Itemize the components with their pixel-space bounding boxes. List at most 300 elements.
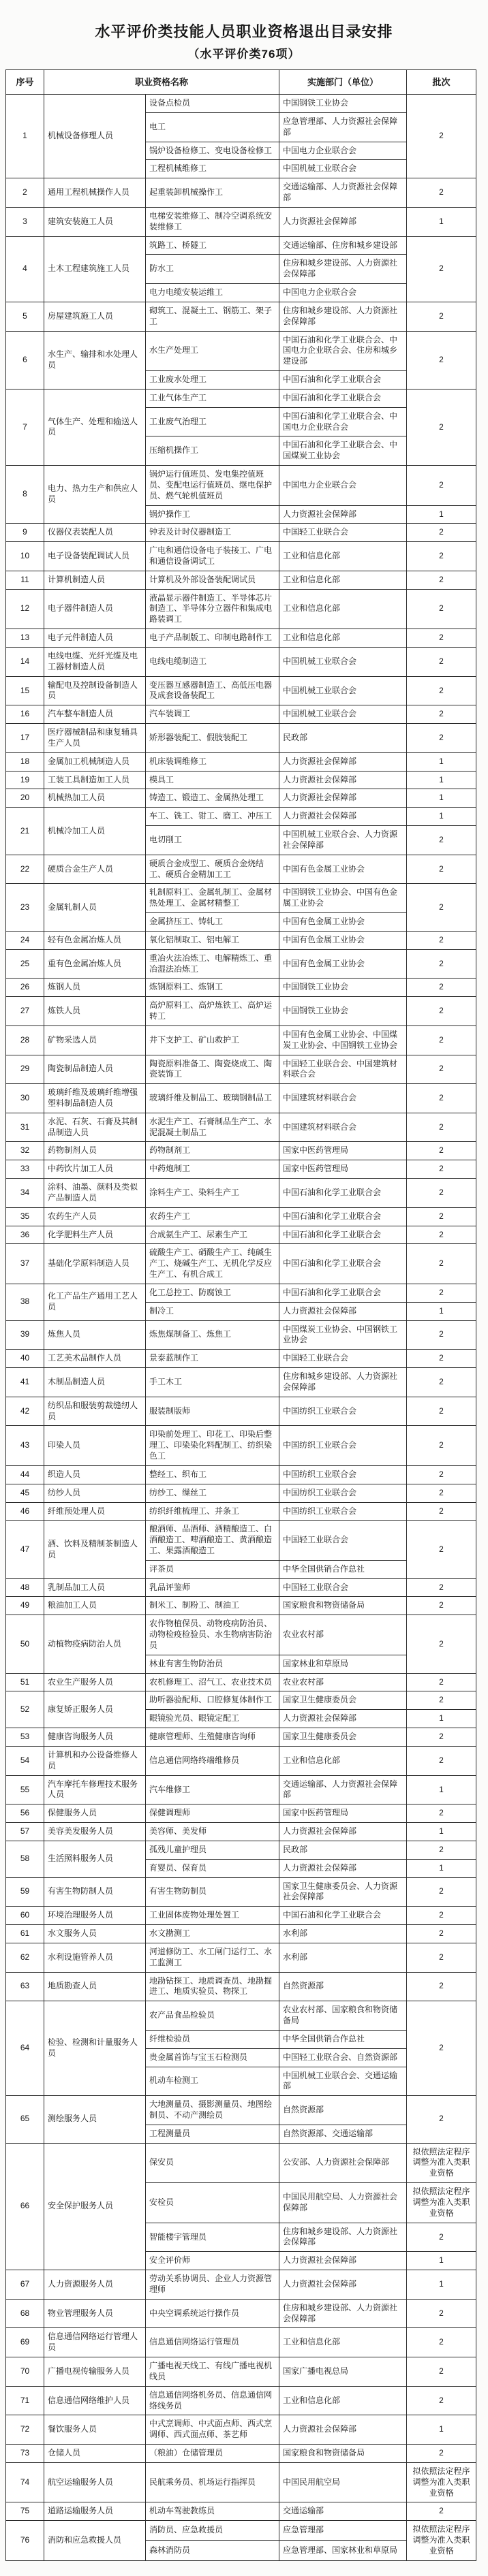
table-row <box>6 1426 476 1465</box>
category-cell: 建筑安装施工人员 <box>44 207 146 236</box>
qualification-name-cell: 计算机及外部设备装配调试员 <box>146 571 279 589</box>
qualification-name-cell: 铸造工、锻造工、金属热处理工 <box>146 789 279 808</box>
table-row <box>6 302 476 331</box>
table-row <box>6 2502 476 2521</box>
department-cell: 中国石油和化学工业联合会 <box>279 1284 407 1302</box>
row-number-cell: 42 <box>6 1397 44 1426</box>
qualification-name-cell: 森林消防员 <box>146 2541 279 2560</box>
qualification-name-cell: 农药生产工 <box>146 1207 279 1226</box>
table-row <box>6 571 476 589</box>
row-number-cell: 48 <box>6 1578 44 1597</box>
row-number-cell: 13 <box>6 629 44 648</box>
qualification-name-cell: 地勘钻探工、地质调查员、地勘掘进工、地质实验员、物探工 <box>146 1972 279 2001</box>
category-cell: 土木工程建筑施工人员 <box>44 236 146 302</box>
table-row <box>6 1775 476 1804</box>
qualification-name-cell: 机床装调维修工 <box>146 752 279 771</box>
table-row <box>6 931 476 949</box>
qualification-name-cell: 孤残儿童护理员 <box>146 1841 279 1859</box>
qualification-name-cell: 有害生物防制员 <box>146 1877 279 1907</box>
department-cell: 水利部 <box>279 1943 407 1972</box>
table-row <box>6 2445 476 2463</box>
department-cell: 交通运输部、人力资源社会保障部 <box>279 1775 407 1804</box>
category-cell: 计算机和办公设备维修人员 <box>44 1746 146 1775</box>
qualification-name-cell: 安检员 <box>146 2183 279 2223</box>
category-cell: 房屋建筑施工人员 <box>44 302 146 331</box>
qualification-name-cell: 中药炮制工 <box>146 1160 279 1179</box>
qualification-name-cell: 评茶员 <box>146 1560 279 1578</box>
qualification-name-cell: 炼焦煤制备工、炼焦工 <box>146 1320 279 1350</box>
table-row <box>6 1841 476 1859</box>
batch-cell: 1 <box>407 752 476 771</box>
qualification-name-cell: 电切削工 <box>146 826 279 855</box>
row-number-cell: 40 <box>6 1350 44 1368</box>
department-cell: 农业农村部、国家粮食和物资储备局 <box>279 2001 407 2031</box>
category-cell: 康复矫正服务人员 <box>44 1691 146 1728</box>
table-row <box>6 1578 476 1597</box>
row-number-cell: 3 <box>6 207 44 236</box>
row-number-cell: 36 <box>6 1226 44 1244</box>
table-row <box>6 2415 476 2445</box>
table-row <box>6 466 476 505</box>
header-seq: 序号 <box>6 70 44 95</box>
department-cell: 中国电力企业联合会 <box>279 466 407 505</box>
qualification-name-cell: 锅炉设备检修工、变电设备检修工 <box>146 142 279 160</box>
department-cell: 人力资源社会保障部 <box>279 1302 407 1320</box>
table-row <box>6 178 476 208</box>
category-cell: 炼钢人员 <box>44 979 146 997</box>
department-cell: 应急管理部、国家林业和草原局 <box>279 2541 407 2560</box>
category-cell: 纺纱人员 <box>44 1484 146 1502</box>
qualification-name-cell: 信息通信网络运行管理员 <box>146 2328 279 2357</box>
table-row <box>6 949 476 979</box>
table-row <box>6 789 476 808</box>
table-row <box>6 2270 476 2300</box>
department-cell: 水利部 <box>279 1925 407 1943</box>
category-cell: 水泥、石灰、石膏及其制品制造人员 <box>44 1113 146 1142</box>
category-cell: 纺织品和服装剪裁缝纫人员 <box>44 1397 146 1426</box>
department-cell: 应急管理部、人力资源社会保障部 <box>279 112 407 142</box>
row-number-cell: 33 <box>6 1160 44 1179</box>
category-cell: 农药生产人员 <box>44 1207 146 1226</box>
row-number-cell: 75 <box>6 2502 44 2521</box>
department-cell: 国家中医药管理局 <box>279 1804 407 1823</box>
batch-cell: 2 <box>407 1084 476 1113</box>
batch-cell: 2 <box>407 1521 476 1578</box>
table-row <box>6 771 476 789</box>
qualification-name-cell: 电工 <box>146 112 279 142</box>
category-cell: 信息通信网络运行管理人员 <box>44 2328 146 2357</box>
batch-cell: 2 <box>407 855 476 884</box>
batch-cell: 2 <box>407 2502 476 2521</box>
batch-cell: 2 <box>407 1160 476 1179</box>
table-row <box>6 1465 476 1484</box>
qualification-name-cell: 轧制原料工、金属轧制工、金属材热处理工、金属材精整工 <box>146 884 279 913</box>
category-cell: 机械冷加工人员 <box>44 808 146 855</box>
category-cell: 信息通信网络维护人员 <box>44 2386 146 2415</box>
department-cell: 中国钢铁工业协会 <box>279 997 407 1026</box>
qualification-name-cell: 智能楼宇管理员 <box>146 2223 279 2252</box>
row-number-cell: 64 <box>6 2001 44 2096</box>
row-number-cell: 38 <box>6 1284 44 1320</box>
qualification-name-cell: 水文勘测工 <box>146 1925 279 1943</box>
category-cell: 航空运输服务人员 <box>44 2462 146 2502</box>
department-cell: 住房和城乡建设部、人力资源社会保障部 <box>279 302 407 331</box>
department-cell: 工业和信息化部 <box>279 629 407 648</box>
qualification-name-cell: 工业废气治理工 <box>146 407 279 436</box>
batch-cell: 1 <box>407 207 476 236</box>
row-number-cell: 26 <box>6 979 44 997</box>
qualification-name-cell: 农产品食品检验员 <box>146 2001 279 2031</box>
batch-cell: 1 <box>407 1302 476 1320</box>
row-number-cell: 31 <box>6 1113 44 1142</box>
table-row <box>6 2386 476 2415</box>
row-number-cell: 54 <box>6 1746 44 1775</box>
department-cell: 中国纺织工业联合会 <box>279 1426 407 1465</box>
department-cell: 中国纺织工业联合会 <box>279 1397 407 1426</box>
category-cell: 人力资源服务人员 <box>44 2270 146 2300</box>
department-cell: 中国电力企业联合会 <box>279 284 407 302</box>
page-title: 水平评价类技能人员职业资格退出目录安排 <box>95 23 393 40</box>
category-cell: 仓储人员 <box>44 2445 146 2463</box>
table-row <box>6 1350 476 1368</box>
row-number-cell: 74 <box>6 2462 44 2502</box>
batch-cell: 2 <box>407 1142 476 1160</box>
row-number-cell: 49 <box>6 1597 44 1615</box>
table-row <box>6 236 476 255</box>
row-number-cell: 37 <box>6 1244 44 1284</box>
category-cell: 美容美发服务人员 <box>44 1823 146 1841</box>
row-number-cell: 59 <box>6 1877 44 1907</box>
department-cell: 中国石油和化学工业联合会、中国电力企业联合会 <box>279 407 407 436</box>
batch-cell: 2 <box>407 1615 476 1673</box>
qualification-name-cell: 玻璃纤维及制品工、玻璃钢制品工 <box>146 1084 279 1113</box>
table-row <box>6 676 476 705</box>
batch-cell: 2 <box>407 931 476 949</box>
batch-cell: 拟依照法定程序调整为准入类职业资格 <box>407 2183 476 2223</box>
row-number-cell: 61 <box>6 1925 44 1943</box>
qualification-name-cell: 保健调理师 <box>146 1804 279 1823</box>
qualification-name-cell: 工程机械维修工 <box>146 160 279 178</box>
department-cell: 国家广播电视总局 <box>279 2357 407 2387</box>
category-cell: 水生产、输排和水处理人员 <box>44 331 146 389</box>
row-number-cell: 39 <box>6 1320 44 1350</box>
department-cell: 国家林业和草原局 <box>279 1655 407 1673</box>
qualification-name-cell: 乳品评鉴师 <box>146 1578 279 1597</box>
qualification-name-cell: 大地测量员、摄影测量员、地图绘制员、不动产测绘员 <box>146 2096 279 2125</box>
batch-cell: 2 <box>407 1397 476 1426</box>
row-number-cell: 71 <box>6 2386 44 2415</box>
table-row <box>6 542 476 571</box>
category-cell: 炼铁人员 <box>44 997 146 1026</box>
table-row <box>6 724 476 753</box>
qualification-name-cell: 设备点检员 <box>146 95 279 113</box>
qualification-name-cell: 锅炉操作工 <box>146 505 279 524</box>
category-cell: 健康咨询服务人员 <box>44 1728 146 1747</box>
category-cell: 工装工具制造加工人员 <box>44 771 146 789</box>
qualification-name-cell: 河道修防工、水工闸门运行工、水工监测工 <box>146 1943 279 1972</box>
row-number-cell: 76 <box>6 2521 44 2560</box>
batch-cell: 1 <box>407 2415 476 2445</box>
department-cell: 中国石油和化学工业联合会 <box>279 1226 407 1244</box>
batch-cell: 2 <box>407 1841 476 1859</box>
table-row <box>6 1823 476 1841</box>
department-cell: 民政部 <box>279 1841 407 1859</box>
table-row <box>6 997 476 1026</box>
qualification-name-cell: 保安员 <box>146 2143 279 2182</box>
category-cell: 纤维预处理人员 <box>44 1502 146 1521</box>
batch-cell: 2 <box>407 1673 476 1691</box>
table-row <box>6 752 476 771</box>
batch-cell: 2 <box>407 2223 476 2252</box>
batch-cell: 2 <box>407 1691 476 1710</box>
table-row <box>6 2299 476 2328</box>
qualification-name-cell: 陶瓷原料准备工、陶瓷烧成工、陶瓷装饰工 <box>146 1055 279 1084</box>
department-cell: 中国钢铁工业协会、中国有色金属工业协会 <box>279 884 407 913</box>
table-row <box>6 1284 476 1302</box>
batch-cell: 1 <box>407 2252 476 2270</box>
qualification-name-cell: 炼钢原料工、炼钢工 <box>146 979 279 997</box>
qualification-name-cell: 服装制版师 <box>146 1397 279 1426</box>
table-row <box>6 2001 476 2031</box>
department-cell: 自然资源部 <box>279 2096 407 2125</box>
department-cell: 应急管理部 <box>279 2521 407 2541</box>
batch-cell: 2 <box>407 1025 476 1055</box>
department-cell: 住房和城乡建设部、人力资源社会保障部 <box>279 255 407 284</box>
table-row <box>6 1804 476 1823</box>
row-number-cell: 22 <box>6 855 44 884</box>
table-row <box>6 1728 476 1747</box>
row-number-cell: 56 <box>6 1804 44 1823</box>
row-number-cell: 32 <box>6 1142 44 1160</box>
batch-cell: 1 <box>407 1710 476 1728</box>
qualification-name-cell: 锅炉运行值班员、发电集控值班员、变配电运行值班员、继电保护员、燃气轮机值班员 <box>146 466 279 505</box>
department-cell: 工业和信息化部 <box>279 2386 407 2415</box>
department-cell: 人力资源社会保障部 <box>279 752 407 771</box>
row-number-cell: 50 <box>6 1615 44 1673</box>
batch-cell: 1 <box>407 789 476 808</box>
category-cell: 消防和应急救援人员 <box>44 2521 146 2560</box>
batch-cell: 拟依照法定程序调整为准入类职业资格 <box>407 2521 476 2560</box>
qualification-name-cell: 汽车维修工 <box>146 1775 279 1804</box>
batch-cell: 2 <box>407 2386 476 2415</box>
batch-cell: 2 <box>407 1368 476 1397</box>
table-row <box>6 1244 476 1284</box>
qualification-name-cell: 手工木工 <box>146 1368 279 1397</box>
table-row <box>6 1615 476 1655</box>
category-cell: 汽车摩托车修理技术服务人员 <box>44 1775 146 1804</box>
category-cell: 乳制品加工人员 <box>44 1578 146 1597</box>
batch-cell: 2 <box>407 1055 476 1084</box>
table-row <box>6 979 476 997</box>
batch-cell: 2 <box>407 95 476 178</box>
qualification-name-cell: 电力电缆安装运维工 <box>146 284 279 302</box>
row-number-cell: 62 <box>6 1943 44 1972</box>
batch-cell: 2 <box>407 1426 476 1465</box>
batch-cell: 2 <box>407 997 476 1026</box>
category-cell: 中药饮片加工人员 <box>44 1160 146 1179</box>
category-cell: 输配电及控制设备制造人员 <box>44 676 146 705</box>
qualification-name-cell: 合成氨生产工、尿素生产工 <box>146 1226 279 1244</box>
department-cell: 中国机械工业联合会、交通运输部 <box>279 2067 407 2096</box>
category-cell: 环境治理服务人员 <box>44 1907 146 1925</box>
category-cell: 硬质合金生产人员 <box>44 855 146 884</box>
category-cell: 地质勘查人员 <box>44 1972 146 2001</box>
row-number-cell: 44 <box>6 1465 44 1484</box>
row-number-cell: 58 <box>6 1841 44 1877</box>
qualification-name-cell: 整经工、织布工 <box>146 1465 279 1484</box>
row-number-cell: 52 <box>6 1691 44 1728</box>
department-cell: 中国轻工业联合会 <box>279 1350 407 1368</box>
department-cell: 人力资源社会保障部 <box>279 771 407 789</box>
qualification-name-cell: 压缩机操作工 <box>146 436 279 466</box>
department-cell: 住房和城乡建设部、人力资源社会保障部 <box>279 1368 407 1397</box>
row-number-cell: 10 <box>6 542 44 571</box>
qualification-name-cell: 硬质合金成型工、硬质合金烧结工、硬质合金精加工工 <box>146 855 279 884</box>
row-number-cell: 47 <box>6 1521 44 1578</box>
batch-cell: 2 <box>407 1746 476 1775</box>
row-number-cell: 43 <box>6 1426 44 1465</box>
batch-cell: 2 <box>407 524 476 542</box>
department-cell: 国家卫生健康委员会 <box>279 1691 407 1710</box>
category-cell: 检验、检测和计量服务人员 <box>44 2001 146 2096</box>
qualification-name-cell: 电梯安装维修工、制冷空调系统安装维修工 <box>146 207 279 236</box>
department-cell: 中华全国供销合作总社 <box>279 2030 407 2048</box>
qualification-name-cell: 车工、铣工、钳工、磨工、冲压工 <box>146 808 279 826</box>
batch-cell: 2 <box>407 705 476 724</box>
department-cell: 人力资源社会保障部 <box>279 505 407 524</box>
row-number-cell: 63 <box>6 1972 44 2001</box>
department-cell: 中国煤炭工业协会、中国钢铁工业协会 <box>279 1320 407 1350</box>
qualification-name-cell: 中央空调系统运行操作员 <box>146 2299 279 2328</box>
table-row <box>6 1972 476 2001</box>
table-row <box>6 1521 476 1560</box>
qualification-name-cell: 机动车驾驶教练员 <box>146 2502 279 2521</box>
row-number-cell: 11 <box>6 571 44 589</box>
qualification-name-cell: 砌筑工、混凝土工、钢筋工、架子工 <box>146 302 279 331</box>
department-cell: 中国有色金属工业协会 <box>279 913 407 932</box>
department-cell: 中国纺织工业联合会 <box>279 1484 407 1502</box>
qualification-name-cell: 高炉原料工、高炉炼铁工、高炉运转工 <box>146 997 279 1026</box>
qualification-name-cell: 模具工 <box>146 771 279 789</box>
department-cell: 工业和信息化部 <box>279 2328 407 2357</box>
row-number-cell: 8 <box>6 466 44 524</box>
table-row <box>6 884 476 913</box>
batch-cell: 2 <box>407 1578 476 1597</box>
table-row <box>6 1673 476 1691</box>
batch-cell: 2 <box>407 629 476 648</box>
table-row <box>6 1207 476 1226</box>
batch-cell: 2 <box>407 1320 476 1350</box>
department-cell: 人力资源社会保障部 <box>279 1710 407 1728</box>
table-row <box>6 389 476 407</box>
qualification-name-cell: 水泥生产工、石膏制品生产工、水泥混凝土制品工 <box>146 1113 279 1142</box>
row-number-cell: 28 <box>6 1025 44 1055</box>
batch-cell: 1 <box>407 505 476 524</box>
header-batch: 批次 <box>407 70 476 95</box>
table-row <box>6 1320 476 1350</box>
qualification-name-cell: 化工总控工、防腐蚀工 <box>146 1284 279 1302</box>
table-row <box>6 1484 476 1502</box>
batch-cell: 2 <box>407 1484 476 1502</box>
qualification-name-cell: 酿酒师、品酒师、酒精酿造工、白酒酿造工、啤酒酿造工、黄酒酿造工、果露酒酿造工 <box>146 1521 279 1560</box>
row-number-cell: 5 <box>6 302 44 331</box>
category-cell: 金属轧制人员 <box>44 884 146 931</box>
row-number-cell: 70 <box>6 2357 44 2387</box>
batch-cell: 2 <box>407 466 476 505</box>
row-number-cell: 66 <box>6 2143 44 2270</box>
batch-cell: 2 <box>407 1502 476 1521</box>
qualification-name-cell: 重冶火法冶炼工、电解精炼工、重冶湿法冶炼工 <box>146 949 279 979</box>
table-row <box>6 524 476 542</box>
department-cell: 公安部、人力资源社会保障部 <box>279 2143 407 2182</box>
table-row <box>6 2521 476 2541</box>
category-cell: 电力、热力生产和供应人员 <box>44 466 146 524</box>
department-cell: 自然资源部、交通运输部 <box>279 2125 407 2143</box>
category-cell: 农业生产服务人员 <box>44 1673 146 1691</box>
table-row <box>6 647 476 676</box>
qualification-name-cell: 钟表及计时仪器制造工 <box>146 524 279 542</box>
row-number-cell: 20 <box>6 789 44 808</box>
category-cell: 机械热加工人员 <box>44 789 146 808</box>
batch-cell: 2 <box>407 571 476 589</box>
qualification-name-cell: 制冷工 <box>146 1302 279 1320</box>
batch-cell: 2 <box>407 331 476 389</box>
qualification-name-cell: 助听器验配师、口腔修复体制作工 <box>146 1691 279 1710</box>
qualification-name-cell: 制米工、制粉工、制油工 <box>146 1597 279 1615</box>
category-cell: 金属加工机械制造人员 <box>44 752 146 771</box>
qualification-exit-table <box>5 69 476 2561</box>
row-number-cell: 72 <box>6 2415 44 2445</box>
department-cell: 人力资源社会保障部 <box>279 808 407 826</box>
qualification-name-cell: 电线电缆制造工 <box>146 647 279 676</box>
category-cell: 仪器仪表装配人员 <box>44 524 146 542</box>
qualification-name-cell: 电子产品制版工、印制电路制作工 <box>146 629 279 648</box>
category-cell: 水利设施管养人员 <box>44 1943 146 1972</box>
department-cell: 中国机械工业联合会 <box>279 160 407 178</box>
batch-cell: 1 <box>407 771 476 789</box>
category-cell: 化工产品生产通用工艺人员 <box>44 1284 146 1320</box>
table-row <box>6 1597 476 1615</box>
batch-cell: 1 <box>407 1823 476 1841</box>
qualification-name-cell: 农机修理工、沼气工、农业技术员 <box>146 1673 279 1691</box>
row-number-cell: 53 <box>6 1728 44 1747</box>
department-cell: 国家粮食和物资储备局 <box>279 2445 407 2463</box>
department-cell: 中国纺织工业联合会 <box>279 1502 407 1521</box>
category-cell: 计算机制造人员 <box>44 571 146 589</box>
row-number-cell: 1 <box>6 95 44 178</box>
batch-cell: 2 <box>407 979 476 997</box>
row-number-cell: 69 <box>6 2328 44 2357</box>
batch-cell: 2 <box>407 2357 476 2387</box>
table-row <box>6 1691 476 1710</box>
department-cell: 民政部 <box>279 724 407 753</box>
qualification-name-cell: （粮油）仓储管理员 <box>146 2445 279 2463</box>
row-number-cell: 73 <box>6 2445 44 2463</box>
table-row <box>6 1397 476 1426</box>
batch-cell: 2 <box>407 1907 476 1925</box>
table-row <box>6 95 476 113</box>
row-number-cell: 51 <box>6 1673 44 1691</box>
department-cell: 中国轻工业联合会 <box>279 524 407 542</box>
category-cell: 水文服务人员 <box>44 1925 146 1943</box>
qualification-name-cell: 纺纱工、缫丝工 <box>146 1484 279 1502</box>
qualification-name-cell: 育婴员、保育员 <box>146 1859 279 1877</box>
qualification-name-cell: 信息通信网络机务员、信息通信网络线务员 <box>146 2386 279 2415</box>
qualification-name-cell: 林业有害生物防治员 <box>146 1655 279 1673</box>
department-cell: 工业和信息化部 <box>279 571 407 589</box>
category-cell: 通用工程机械操作人员 <box>44 178 146 208</box>
department-cell: 交通运输部、住房和城乡建设部 <box>279 236 407 255</box>
